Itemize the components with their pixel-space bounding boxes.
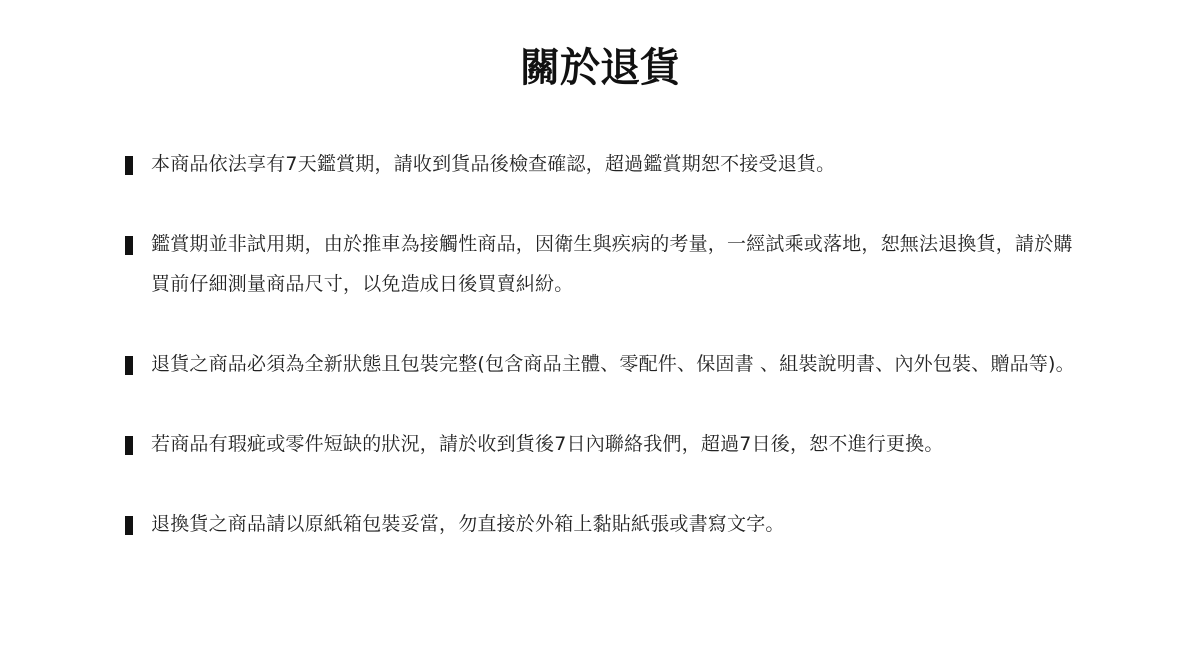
list-item <box>124 224 1084 304</box>
list-item <box>124 144 1084 184</box>
bullet-marker-icon <box>125 156 133 175</box>
notice-text: 若商品有瑕疵或零件短缺的狀況，請於收到貨後7日內聯絡我們，超過7日後，恕不進行更換。 <box>151 433 944 455</box>
list-item <box>124 424 1084 464</box>
list-item <box>124 504 1084 544</box>
bullet-marker-icon <box>125 356 133 375</box>
bullet-marker-icon <box>125 236 133 255</box>
page-title: 關於退貨 <box>520 45 680 91</box>
notice-text: 退換貨之商品請以原紙箱包裝妥當，勿直接於外箱上黏貼紙張或書寫文字。 <box>151 513 785 535</box>
notice-text: 本商品依法享有7天鑑賞期，請收到貨品後檢查確認，超過鑑賞期恕不接受退貨。 <box>151 153 836 175</box>
notice-text: 退貨之商品必須為全新狀態且包裝完整(包含商品主體、零配件、保固書 、組裝說明書、內外包裝、贈品等)。 <box>151 353 1075 375</box>
notice-text: 鑑賞期並非試用期，由於推車為接觸性商品，因衛生與疾病的考量，一經試乘或落地，恕無法退換貨，請於購買前仔細測量商品尺寸，以免造成日後買賣糾紛。 <box>151 233 1073 295</box>
return-policy-list <box>124 144 1084 544</box>
list-item <box>124 344 1084 384</box>
bullet-marker-icon <box>125 516 133 535</box>
bullet-marker-icon <box>125 436 133 455</box>
